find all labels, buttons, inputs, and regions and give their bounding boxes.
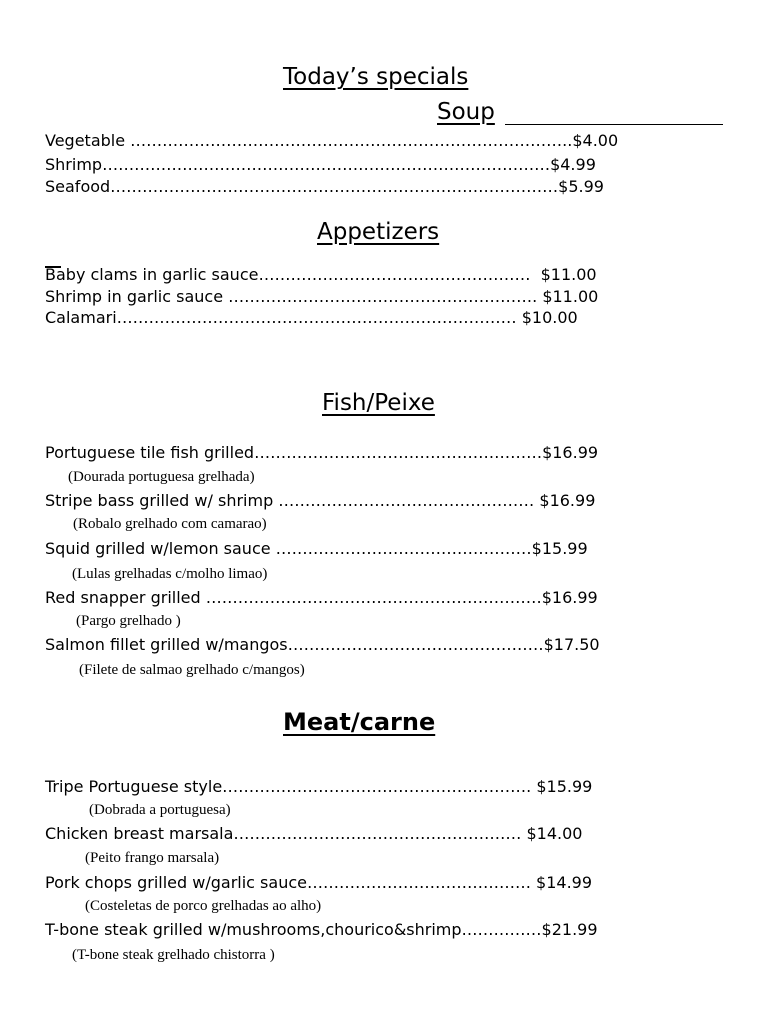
meat-item-chicken: Chicken breast marsala……………………………………………… $14.00	[45, 824, 583, 843]
meat-item-t-bone: T-bone steak grilled w/mushrooms,chourico&shrimp……………$21.99	[45, 920, 598, 939]
meat-item-pork-chops: Pork chops grilled w/garlic sauce…………………………………… $14.99	[45, 873, 593, 892]
soup-item-shrimp: Shrimp…………………………………………………………………………$4.99	[45, 155, 596, 174]
meat-item-tripe-translation: (Dobrada a portuguesa)	[89, 802, 231, 818]
fish-item-tile-fish-translation: (Dourada portuguesa grelhada)	[68, 469, 255, 485]
fish-item-salmon: Salmon fillet grilled w/mangos…………………………………………$17.50	[45, 635, 600, 654]
fish-item-red-snapper: Red snapper grilled ………………………………………………………$16.99	[45, 588, 598, 607]
fish-item-stripe-bass-translation: (Robalo grelhado com camarao)	[73, 516, 267, 532]
fish-item-squid-translation: (Lulas grelhadas c/molho limao)	[72, 566, 268, 582]
soup-item-vegetable: Vegetable ………………………………………………………………………..$4.00	[45, 131, 619, 150]
fish-item-salmon-translation: (Filete de salmao grelhado c/mangos)	[79, 662, 305, 678]
soup-heading-underline	[505, 124, 723, 125]
soup-heading: Soup	[437, 99, 495, 125]
fish-item-tile-fish: Portuguese tile fish grilled………………………………………………$16.99	[45, 443, 599, 462]
fish-heading: Fish/Peixe	[322, 390, 435, 416]
meat-heading: Meat/carne	[283, 708, 436, 736]
soup-item-seafood: Seafood…………………………………………………………………………$5.99	[45, 177, 604, 196]
appetizer-item-calamari: Calamari………………………………………………………………… $10.00	[45, 308, 578, 327]
meat-item-t-bone-translation: (T-bone steak grelhado chistorra )	[72, 947, 275, 963]
meat-item-chicken-translation: (Peito frango marsala)	[85, 850, 220, 866]
fish-item-squid: Squid grilled w/lemon sauce …………………………………………$15.99	[45, 539, 588, 558]
meat-item-pork-chops-translation: (Costeletas de porco grelhadas ao alho)	[85, 898, 322, 914]
fish-item-stripe-bass: Stripe bass grilled w/ shrimp ………………………………………… $16.99	[45, 491, 596, 510]
appetizer-item-baby-clams: Baby clams in garlic sauce…………………………………………… $11.00	[45, 265, 597, 284]
page-title: Today’s specials	[283, 64, 469, 90]
meat-item-tripe: Tripe Portuguese style…………………………………………………. $15.99	[45, 777, 593, 796]
appetizer-item-shrimp-garlic: Shrimp in garlic sauce …………………………………………………. $11.00	[45, 287, 599, 306]
fish-item-red-snapper-translation: (Pargo grelhado )	[76, 613, 181, 629]
appetizers-heading: Appetizers	[317, 219, 440, 245]
